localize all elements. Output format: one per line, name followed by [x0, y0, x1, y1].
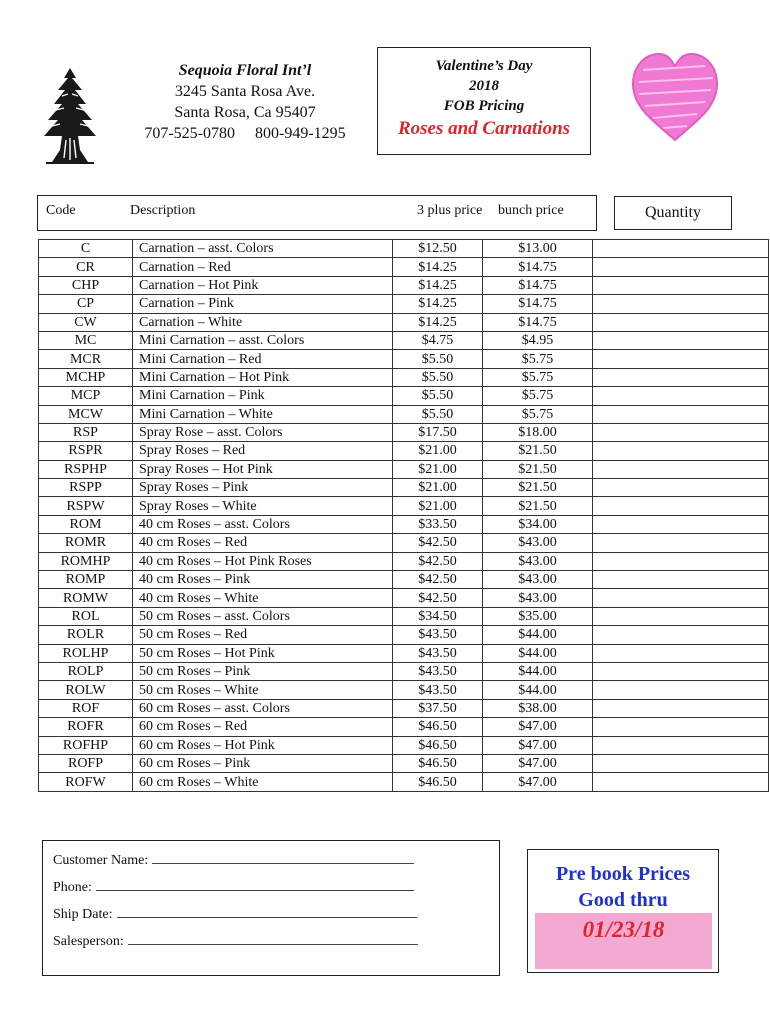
quantity-cell[interactable] — [593, 442, 769, 460]
redwood-tree-icon — [40, 66, 100, 170]
table-row — [39, 662, 769, 680]
quantity-cell[interactable] — [593, 331, 769, 349]
bunch-price: $21.50 — [483, 442, 593, 460]
quantity-cell[interactable] — [593, 295, 769, 313]
bunch-price: $43.00 — [483, 589, 593, 607]
quantity-cell[interactable] — [593, 479, 769, 497]
table-row — [39, 699, 769, 717]
prebook-line-2: Good thru — [578, 889, 668, 911]
quantity-cell[interactable] — [593, 240, 769, 258]
bunch-price: $5.75 — [483, 368, 593, 386]
item-code: CP — [39, 295, 133, 313]
item-code: ROL — [39, 607, 133, 625]
bunch-price: $47.00 — [483, 718, 593, 736]
bunch-price: $5.75 — [483, 350, 593, 368]
item-description: Carnation – asst. Colors — [133, 240, 393, 258]
table-row — [39, 718, 769, 736]
item-code: CHP — [39, 276, 133, 294]
bunch-price: $44.00 — [483, 626, 593, 644]
quantity-cell[interactable] — [593, 423, 769, 441]
three-plus-price: $33.50 — [393, 515, 483, 533]
price-table — [38, 239, 769, 792]
ship-date-label: Ship Date: — [53, 907, 113, 922]
quantity-cell[interactable] — [593, 736, 769, 754]
item-description: Spray Roses – Pink — [133, 479, 393, 497]
item-code: CW — [39, 313, 133, 331]
bunch-price: $47.00 — [483, 754, 593, 772]
quantity-cell[interactable] — [593, 276, 769, 294]
salesperson-field[interactable] — [53, 930, 418, 950]
quantity-cell[interactable] — [593, 552, 769, 570]
three-plus-price: $42.50 — [393, 589, 483, 607]
three-plus-price: $14.25 — [393, 295, 483, 313]
table-row — [39, 331, 769, 349]
item-code: ROMHP — [39, 552, 133, 570]
bunch-price: $14.75 — [483, 258, 593, 276]
customer-name-label: Customer Name: — [53, 853, 149, 868]
item-code: ROMW — [39, 589, 133, 607]
prebook-line-1: Pre book Prices — [555, 863, 691, 885]
promo-products: Roses and Carnations — [397, 118, 571, 139]
table-row — [39, 405, 769, 423]
item-description: Mini Carnation – asst. Colors — [133, 331, 393, 349]
header-quantity: Quantity — [614, 196, 732, 230]
promo-occasion: Valentine’s Day — [435, 58, 533, 74]
customer-info-box — [42, 840, 500, 976]
bunch-price: $14.75 — [483, 276, 593, 294]
bunch-price: $47.00 — [483, 736, 593, 754]
table-row — [39, 350, 769, 368]
quantity-cell[interactable] — [593, 460, 769, 478]
column-header-row — [37, 195, 597, 231]
salesperson-line[interactable] — [128, 930, 418, 945]
quantity-cell[interactable] — [593, 681, 769, 699]
bunch-price: $44.00 — [483, 644, 593, 662]
three-plus-price: $21.00 — [393, 479, 483, 497]
three-plus-price: $5.50 — [393, 405, 483, 423]
quantity-cell[interactable] — [593, 662, 769, 680]
item-description: 40 cm Roses – Red — [133, 534, 393, 552]
item-code: MC — [39, 331, 133, 349]
table-row — [39, 736, 769, 754]
quantity-cell[interactable] — [593, 534, 769, 552]
header-code: Code — [46, 203, 76, 218]
item-description: Spray Roses – Red — [133, 442, 393, 460]
heart-icon — [625, 40, 725, 150]
three-plus-price: $37.50 — [393, 699, 483, 717]
item-description: Mini Carnation – Red — [133, 350, 393, 368]
item-code: MCHP — [39, 368, 133, 386]
item-code: ROFP — [39, 754, 133, 772]
table-row — [39, 644, 769, 662]
three-plus-price: $5.50 — [393, 368, 483, 386]
quantity-cell[interactable] — [593, 258, 769, 276]
quantity-cell[interactable] — [593, 644, 769, 662]
three-plus-price: $42.50 — [393, 552, 483, 570]
three-plus-price: $46.50 — [393, 718, 483, 736]
table-row — [39, 773, 769, 791]
bunch-price: $21.50 — [483, 460, 593, 478]
phone-line[interactable] — [96, 876, 414, 891]
table-row — [39, 515, 769, 533]
table-row — [39, 258, 769, 276]
bunch-price: $5.75 — [483, 405, 593, 423]
table-row — [39, 754, 769, 772]
bunch-price: $21.50 — [483, 479, 593, 497]
table-row — [39, 479, 769, 497]
three-plus-price: $14.25 — [393, 276, 483, 294]
item-code: C — [39, 240, 133, 258]
company-street: 3245 Santa Rosa Ave. — [174, 83, 316, 100]
item-description: 60 cm Roses – Red — [133, 718, 393, 736]
three-plus-price: $21.00 — [393, 460, 483, 478]
bunch-price: $14.75 — [483, 295, 593, 313]
item-description: 50 cm Roses – Red — [133, 626, 393, 644]
item-description: 60 cm Roses – White — [133, 773, 393, 791]
item-description: Spray Roses – Hot Pink — [133, 460, 393, 478]
promo-pricing: FOB Pricing — [443, 98, 525, 114]
item-description: 50 cm Roses – Hot Pink — [133, 644, 393, 662]
prebook-date-box — [535, 913, 712, 969]
quantity-cell[interactable] — [593, 387, 769, 405]
bunch-price: $4.95 — [483, 331, 593, 349]
item-code: ROM — [39, 515, 133, 533]
table-row — [39, 681, 769, 699]
table-row — [39, 276, 769, 294]
item-description: 50 cm Roses – White — [133, 681, 393, 699]
item-description: Spray Rose – asst. Colors — [133, 423, 393, 441]
three-plus-price: $5.50 — [393, 387, 483, 405]
quantity-cell[interactable] — [593, 350, 769, 368]
item-code: MCP — [39, 387, 133, 405]
table-row — [39, 571, 769, 589]
company-address-block — [130, 60, 360, 144]
three-plus-price: $14.25 — [393, 313, 483, 331]
table-row — [39, 552, 769, 570]
bunch-price: $43.00 — [483, 571, 593, 589]
item-code: ROFHP — [39, 736, 133, 754]
bunch-price: $43.00 — [483, 552, 593, 570]
table-row — [39, 589, 769, 607]
table-row — [39, 387, 769, 405]
salesperson-label: Salesperson: — [53, 934, 124, 949]
item-description: Carnation – Pink — [133, 295, 393, 313]
ship-date-line[interactable] — [117, 903, 417, 918]
three-plus-price: $46.50 — [393, 773, 483, 791]
three-plus-price: $12.50 — [393, 240, 483, 258]
three-plus-price: $42.50 — [393, 571, 483, 589]
quantity-cell[interactable] — [593, 607, 769, 625]
bunch-price: $44.00 — [483, 662, 593, 680]
item-description: Carnation – White — [133, 313, 393, 331]
item-description: 40 cm Roses – Hot Pink Roses — [133, 552, 393, 570]
three-plus-price: $46.50 — [393, 736, 483, 754]
table-row — [39, 368, 769, 386]
three-plus-price: $17.50 — [393, 423, 483, 441]
bunch-price: $35.00 — [483, 607, 593, 625]
header-description: Description — [130, 203, 196, 218]
quantity-cell[interactable] — [593, 699, 769, 717]
quantity-cell[interactable] — [593, 571, 769, 589]
item-code: ROLW — [39, 681, 133, 699]
bunch-price: $43.00 — [483, 534, 593, 552]
item-code: ROFR — [39, 718, 133, 736]
bunch-price: $18.00 — [483, 423, 593, 441]
item-code: RSPR — [39, 442, 133, 460]
item-description: Mini Carnation – White — [133, 405, 393, 423]
item-description: Carnation – Red — [133, 258, 393, 276]
customer-name-field[interactable] — [53, 849, 414, 869]
item-description: 40 cm Roses – Pink — [133, 571, 393, 589]
item-description: 60 cm Roses – Hot Pink — [133, 736, 393, 754]
item-code: ROLP — [39, 662, 133, 680]
bunch-price: $47.00 — [483, 773, 593, 791]
table-row — [39, 442, 769, 460]
item-description: 60 cm Roses – Pink — [133, 754, 393, 772]
prebook-date: 01/23/18 — [582, 917, 665, 942]
bunch-price: $21.50 — [483, 497, 593, 515]
item-code: ROMR — [39, 534, 133, 552]
company-city: Santa Rosa, Ca 95407 — [174, 104, 316, 121]
item-code: ROLHP — [39, 644, 133, 662]
quantity-cell[interactable] — [593, 754, 769, 772]
quantity-cell[interactable] — [593, 718, 769, 736]
bunch-price: $38.00 — [483, 699, 593, 717]
phone-label: Phone: — [53, 880, 92, 895]
table-row — [39, 607, 769, 625]
phone-field[interactable] — [53, 876, 414, 896]
quantity-cell[interactable] — [593, 405, 769, 423]
three-plus-price: $21.00 — [393, 442, 483, 460]
ship-date-field[interactable] — [53, 903, 417, 923]
three-plus-price: $43.50 — [393, 644, 483, 662]
item-description: 50 cm Roses – Pink — [133, 662, 393, 680]
three-plus-price: $21.00 — [393, 497, 483, 515]
three-plus-price: $43.50 — [393, 681, 483, 699]
three-plus-price: $34.50 — [393, 607, 483, 625]
promo-title-box — [377, 47, 591, 155]
bunch-price: $14.75 — [483, 313, 593, 331]
company-name: Sequoia Floral Int’l — [178, 62, 312, 79]
item-description: 40 cm Roses – White — [133, 589, 393, 607]
bunch-price: $5.75 — [483, 387, 593, 405]
three-plus-price: $14.25 — [393, 258, 483, 276]
three-plus-price: $4.75 — [393, 331, 483, 349]
table-row — [39, 295, 769, 313]
price-table-body — [39, 240, 769, 792]
table-row — [39, 626, 769, 644]
table-row — [39, 497, 769, 515]
bunch-price: $34.00 — [483, 515, 593, 533]
item-code: RSPW — [39, 497, 133, 515]
item-description: Mini Carnation – Pink — [133, 387, 393, 405]
three-plus-price: $43.50 — [393, 626, 483, 644]
quantity-cell[interactable] — [593, 368, 769, 386]
item-code: ROMP — [39, 571, 133, 589]
table-row — [39, 240, 769, 258]
table-row — [39, 460, 769, 478]
quantity-cell[interactable] — [593, 313, 769, 331]
item-description: Spray Roses – White — [133, 497, 393, 515]
quantity-cell[interactable] — [593, 626, 769, 644]
quantity-cell[interactable] — [593, 515, 769, 533]
item-code: RSPP — [39, 479, 133, 497]
promo-year: 2018 — [469, 78, 499, 94]
item-description: 40 cm Roses – asst. Colors — [133, 515, 393, 533]
quantity-cell[interactable] — [593, 497, 769, 515]
item-code: RSP — [39, 423, 133, 441]
company-phones: 707-525-0780 800-949-1295 — [144, 125, 346, 142]
item-description: 60 cm Roses – asst. Colors — [133, 699, 393, 717]
header-three-plus-price: 3 plus price — [417, 203, 483, 218]
item-code: ROF — [39, 699, 133, 717]
header-bunch-price: bunch price — [498, 203, 564, 218]
quantity-cell[interactable] — [593, 773, 769, 791]
item-code: MCR — [39, 350, 133, 368]
prebook-notice-box — [527, 849, 719, 973]
item-description: Mini Carnation – Hot Pink — [133, 368, 393, 386]
quantity-cell[interactable] — [593, 589, 769, 607]
item-code: ROFW — [39, 773, 133, 791]
item-code: CR — [39, 258, 133, 276]
three-plus-price: $42.50 — [393, 534, 483, 552]
table-row — [39, 313, 769, 331]
item-description: 50 cm Roses – asst. Colors — [133, 607, 393, 625]
bunch-price: $44.00 — [483, 681, 593, 699]
item-code: MCW — [39, 405, 133, 423]
three-plus-price: $5.50 — [393, 350, 483, 368]
bunch-price: $13.00 — [483, 240, 593, 258]
item-code: RSPHP — [39, 460, 133, 478]
three-plus-price: $46.50 — [393, 754, 483, 772]
table-row — [39, 423, 769, 441]
item-description: Carnation – Hot Pink — [133, 276, 393, 294]
three-plus-price: $43.50 — [393, 662, 483, 680]
table-row — [39, 534, 769, 552]
item-code: ROLR — [39, 626, 133, 644]
customer-name-line[interactable] — [152, 849, 414, 864]
